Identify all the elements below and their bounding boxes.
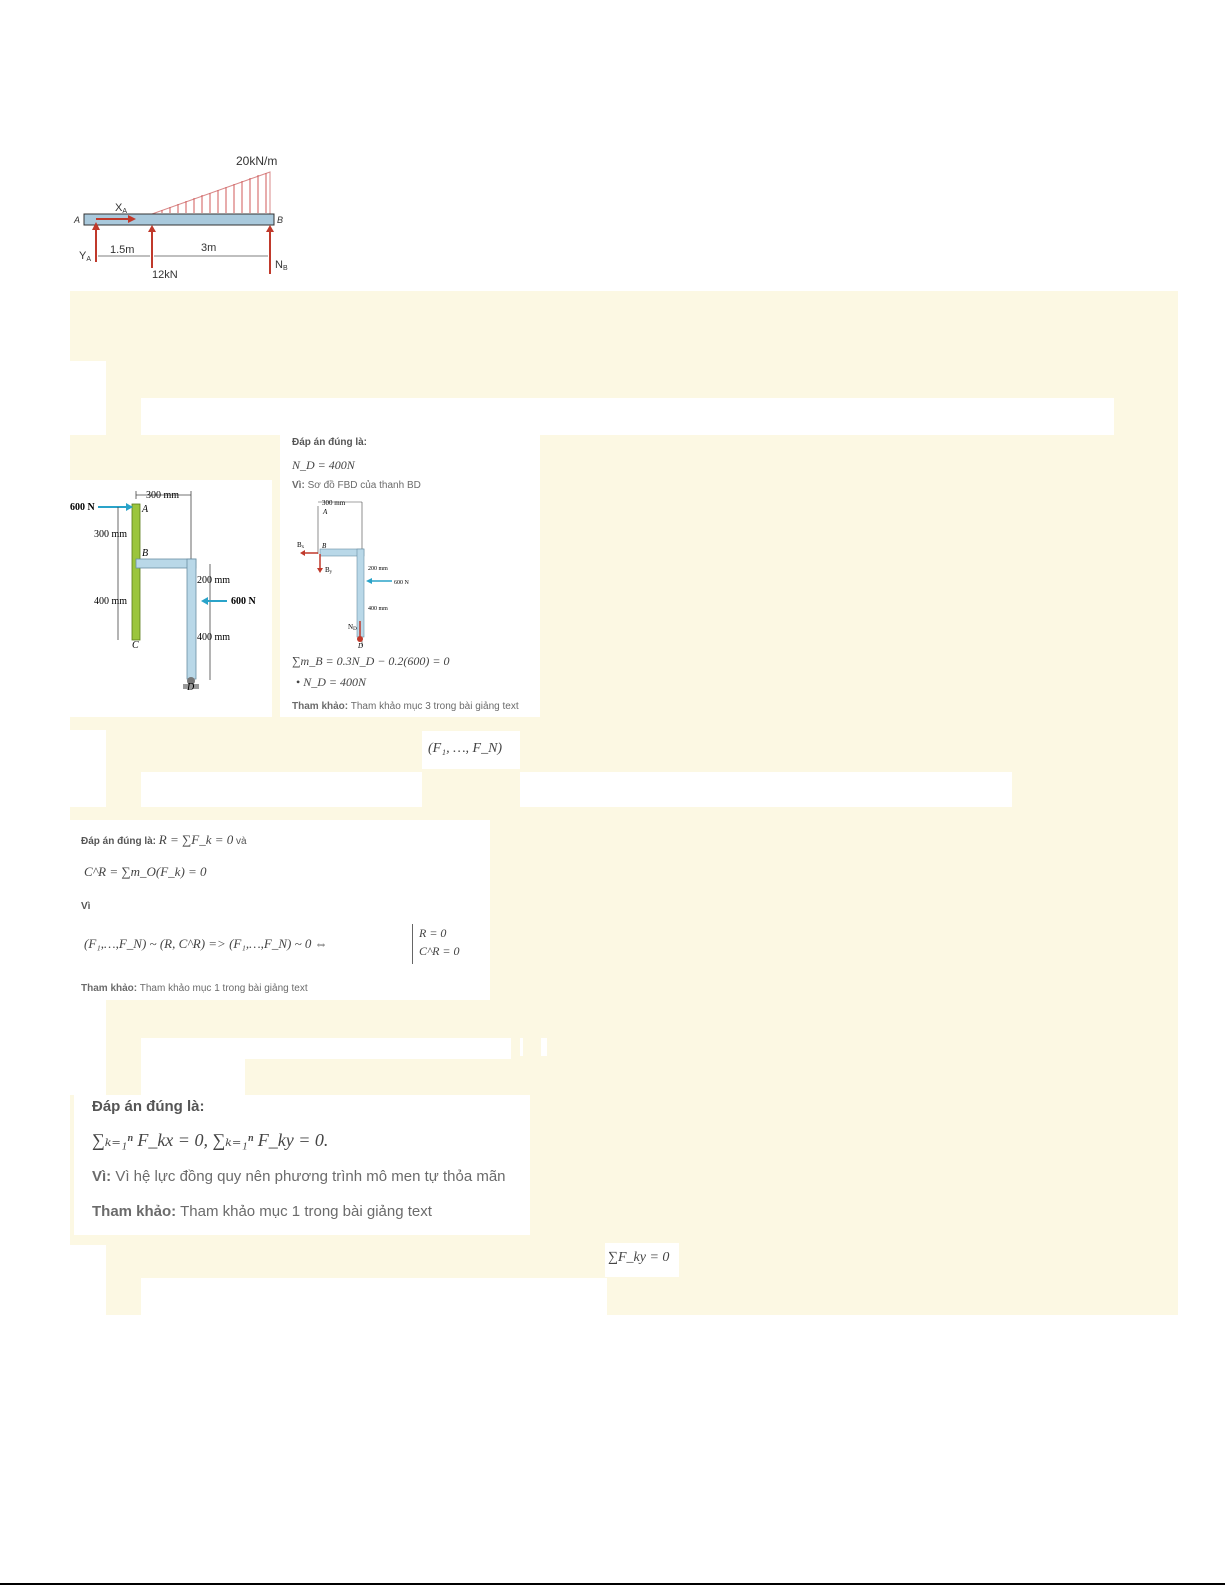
svg-text:ND: ND [348, 623, 357, 632]
fbd-figure [294, 496, 416, 650]
answer-3-ref: Tham khảo: Tham khảo mục 1 trong bài giảng text [92, 1203, 432, 1220]
xa-label: X [115, 202, 123, 214]
svg-text:D: D [187, 682, 195, 693]
svg-text:D: D [358, 642, 364, 650]
frame-force-top: 600 N [70, 502, 95, 513]
formula-snippet-2: ∑F_ky = 0 [608, 1250, 670, 1265]
svg-text:YA: YA [79, 250, 92, 263]
point-a-label: A [74, 215, 81, 225]
frame-dim-left-1: 300 mm [94, 529, 128, 540]
answer-2-eq3: (F₁,…,F_N) ~ (R, C^R) => (F₁,…,F_N) ~ 0 ⇔ [84, 936, 328, 951]
answer-1-reason: Vì: Sơ đồ FBD của thanh BD [292, 480, 421, 491]
dim-2-label: 3m [201, 242, 217, 254]
answer-field-3b [141, 1059, 245, 1095]
answer-field-3a [141, 1038, 511, 1059]
svg-text:400 mm: 400 mm [368, 606, 388, 612]
formula-snippet-1: (F₁, …, F_N) [428, 741, 503, 756]
answer-field-3c [520, 1038, 523, 1056]
answer-field-4 [141, 1278, 607, 1315]
nb-label: N [275, 259, 283, 271]
svg-text:B: B [322, 542, 327, 550]
svg-text:C: C [132, 640, 139, 651]
ya-label: Y [79, 250, 87, 262]
beam-figure [70, 150, 300, 285]
frame-dim-right-1: 200 mm [197, 575, 231, 586]
answer-field [141, 398, 1114, 435]
answer-1-heading: Đáp án đúng là: [292, 437, 367, 448]
answer-1-bullet: • N_D = 400N [296, 675, 366, 689]
frame-dim-top: 300 mm [146, 490, 180, 501]
answer-2-line1: Đáp án đúng là: R = ∑F_k = 0 và [81, 832, 247, 847]
answer-field-2a [141, 772, 422, 807]
dim-1-label: 1.5m [110, 244, 135, 256]
answer-2-ref: Tham khảo: Tham khảo mục 1 trong bài giảng text [81, 983, 308, 994]
svg-text:600 N: 600 N [394, 580, 409, 586]
answer-3-heading: Đáp án đúng là: [92, 1098, 205, 1115]
frame-force-right: 600 N [231, 596, 256, 607]
answer-1-ref: Tham khảo: Tham khảo mục 3 trong bài giảng text [292, 701, 519, 712]
frame-dim-right-2: 400 mm [197, 632, 231, 643]
load-label: 20kN/m [236, 154, 278, 168]
answer-3-equation: ∑ₖ₌₁ⁿ F_kx = 0, ∑ₖ₌₁ⁿ F_ky = 0. [92, 1130, 329, 1150]
svg-text:300 mm: 300 mm [322, 499, 346, 507]
white-gap-4 [70, 1245, 106, 1315]
answer-1-equation: ∑m_B = 0.3N_D − 0.2(600) = 0 [292, 654, 450, 668]
svg-text:A: A [142, 504, 149, 515]
svg-text:A: A [323, 508, 328, 516]
answer-field-2b [520, 772, 1012, 807]
white-gap [70, 361, 106, 435]
svg-text:By: By [325, 566, 333, 575]
white-gap-2 [70, 730, 106, 807]
answer-3-reason: Vì: Vì hệ lực đồng quy nên phương trình mô men tự thỏa mãn [92, 1168, 506, 1185]
svg-text:200 mm: 200 mm [368, 566, 388, 572]
point-b-label: B [277, 215, 284, 225]
svg-text:XA: XA [115, 202, 128, 215]
white-gap-3 [70, 1000, 106, 1095]
force-label: 12kN [152, 269, 178, 281]
answer-field-3d [541, 1038, 547, 1056]
answer-2-reason: Vì [81, 901, 91, 912]
svg-text:NB: NB [275, 259, 288, 272]
answer-1-result: N_D = 400N [292, 458, 355, 472]
answer-2-system: R = 0 C^R = 0 [412, 924, 460, 964]
answer-2-eq2: C^R = ∑m_O(F_k) = 0 [84, 864, 207, 879]
frame-dim-left-2: 400 mm [94, 596, 128, 607]
svg-text:Bx: Bx [297, 541, 305, 550]
frame-figure [70, 480, 272, 717]
svg-text:B: B [142, 548, 149, 559]
